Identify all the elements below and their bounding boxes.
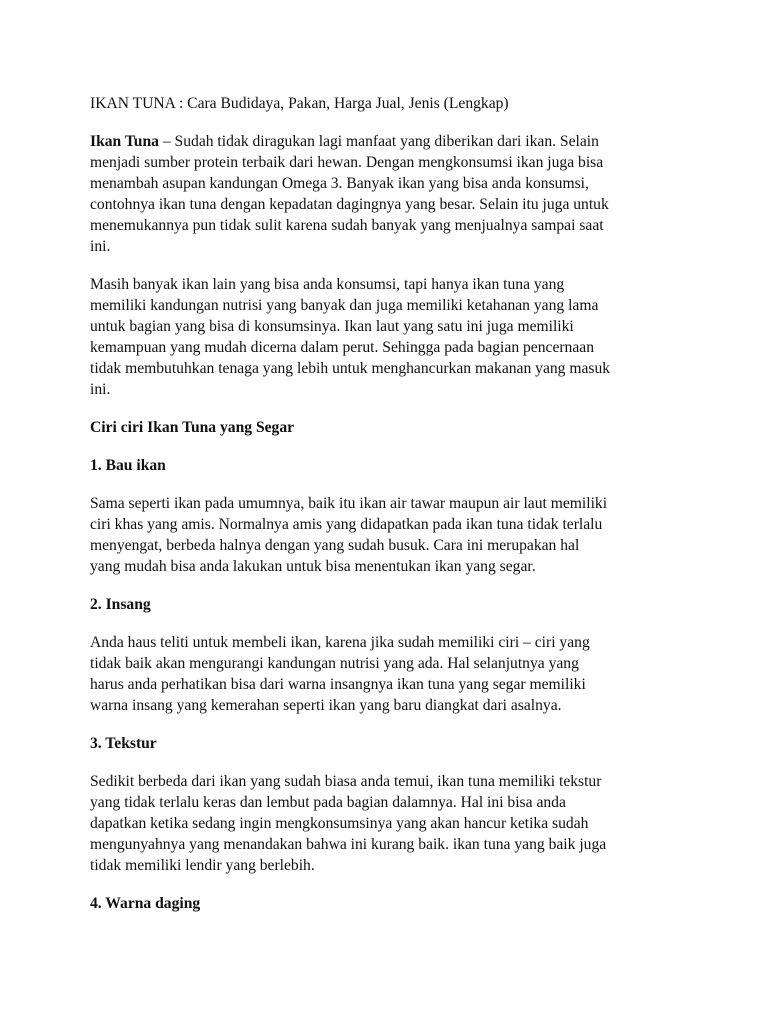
item-2-line-4: warna insang yang kemerahan seperti ikan yang baru diangkat dari asalnya.: [90, 697, 562, 714]
intro-line-2: menjadi sumber protein terbaik dari hewan. Dengan mengkonsumsi ikan juga bisa: [90, 154, 604, 171]
intro-line-4: contohnya ikan tuna dengan kepadatan dagingnya yang besar. Selain itu juga untuk: [90, 196, 609, 213]
paragraph-2-line-1: Masih banyak ikan lain yang bisa anda konsumsi, tapi hanya ikan tuna yang: [90, 276, 565, 293]
document-page: [90, 93, 690, 931]
paragraph-2-line-3: untuk bagian yang bisa di konsumsinya. Ikan laut yang satu ini juga memiliki: [90, 318, 574, 335]
intro-line-1-text: – Sudah tidak diragukan lagi manfaat yang diberikan dari ikan. Selain: [158, 133, 599, 150]
intro-line-5: menemukannya pun tidak sulit karena sudah banyak yang menjualnya sampai saat: [90, 217, 604, 234]
item-3-paragraph: [90, 771, 690, 876]
paragraph-2-line-2: memiliki kandungan nutrisi yang banyak dan juga memiliki ketahanan yang lama: [90, 297, 599, 314]
item-2-paragraph: [90, 632, 690, 716]
item-3-heading: 3. Tekstur: [90, 735, 157, 752]
section-heading: Ciri ciri Ikan Tuna yang Segar: [90, 419, 295, 436]
item-1-line-3: menyengat, berbeda halnya dengan yang sudah busuk. Cara ini merupakan hal: [90, 537, 580, 554]
item-1-line-1: Sama seperti ikan pada umumnya, baik itu ikan air tawar maupun air laut memiliki: [90, 495, 608, 512]
item-3-line-2: yang tidak terlalu keras dan lembut pada bagian dalamnya. Hal ini bisa anda: [90, 794, 566, 811]
paragraph-2-line-6: ini.: [90, 381, 111, 398]
paragraph-2: [90, 274, 690, 400]
item-2-line-3: harus anda perhatikan bisa dari warna insangnya ikan tuna yang segar memiliki: [90, 676, 586, 693]
paragraph-2-line-4: kemampuan yang mudah dicerna dalam perut. Sehingga pada bagian pencernaan: [90, 339, 594, 356]
item-1-line-4: yang mudah bisa anda lakukan untuk bisa menentukan ikan yang segar.: [90, 558, 536, 575]
item-3-line-1: Sedikit berbeda dari ikan yang sudah biasa anda temui, ikan tuna memiliki tekstur: [90, 773, 602, 790]
intro-lead: Ikan Tuna: [90, 133, 159, 150]
item-1-paragraph: [90, 493, 690, 577]
intro-line-3: menambah asupan kandungan Omega 3. Banyak ikan yang bisa anda konsumsi,: [90, 175, 589, 192]
intro-paragraph: [90, 131, 690, 257]
item-1-line-2: ciri khas yang amis. Normalnya amis yang didapatkan pada ikan tuna tidak terlalu: [90, 516, 603, 533]
item-2-line-1: Anda haus teliti untuk membeli ikan, karena jika sudah memiliki ciri – ciri yang: [90, 634, 590, 651]
intro-line-1: [90, 131, 690, 152]
item-1-heading: 1. Bau ikan: [90, 457, 166, 474]
item-3-line-3: dapatkan ketika sedang ingin mengkonsumsinya yang akan hancur ketika sudah: [90, 815, 589, 832]
intro-line-6: ini.: [90, 238, 111, 255]
item-4-heading: 4. Warna daging: [90, 895, 201, 912]
item-3-line-5: tidak memiliki lendir yang berlebih.: [90, 857, 315, 874]
item-2-heading: 2. Insang: [90, 596, 151, 613]
item-2-line-2: tidak baik akan mengurangi kandungan nutrisi yang ada. Hal selanjutnya yang: [90, 655, 579, 672]
paragraph-2-line-5: tidak membutuhkan tenaga yang lebih untuk menghancurkan makanan yang masuk: [90, 360, 611, 377]
item-3-line-4: mengunyahnya yang menandakan bahwa ini kurang baik. ikan tuna yang baik juga: [90, 836, 607, 853]
document-title: IKAN TUNA : Cara Budidaya, Pakan, Harga Jual, Jenis (Lengkap): [90, 95, 509, 112]
